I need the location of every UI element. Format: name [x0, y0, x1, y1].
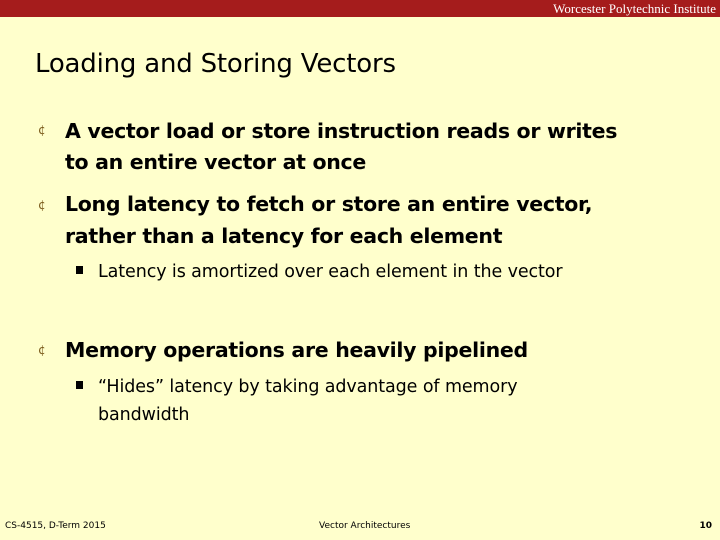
cent-bullet-icon: ¢	[38, 198, 46, 212]
bullet-2-line-2: rather than a latency for each element	[65, 224, 503, 248]
subbullet-3-1-line-2: bandwidth	[98, 405, 190, 425]
footer-course: CS-4515, D-Term 2015	[5, 521, 106, 531]
header-bar	[0, 0, 720, 17]
institute-name: Worcester Polytechnic Institute	[553, 1, 716, 16]
subbullet-2-1-line-1: Latency is amortized over each element in the vector	[98, 262, 563, 282]
footer-topic: Vector Architectures	[319, 521, 411, 531]
cent-bullet-icon: ¢	[38, 343, 46, 357]
bullet-1-line-1: A vector load or store instruction reads or writes	[65, 119, 618, 143]
cent-bullet-icon: ¢	[38, 123, 46, 137]
slide-title: Loading and Storing Vectors	[35, 49, 396, 79]
footer-page-number: 10	[699, 521, 712, 531]
square-bullet-icon	[76, 266, 83, 274]
bullet-2-line-1: Long latency to fetch or store an entire vector,	[65, 192, 593, 216]
square-bullet-icon	[76, 381, 83, 389]
bullet-1-line-2: to an entire vector at once	[65, 150, 367, 174]
bullet-3-line-1: Memory operations are heavily pipelined	[65, 338, 528, 362]
subbullet-3-1-line-1: “Hides” latency by taking advantage of memory	[98, 377, 518, 397]
